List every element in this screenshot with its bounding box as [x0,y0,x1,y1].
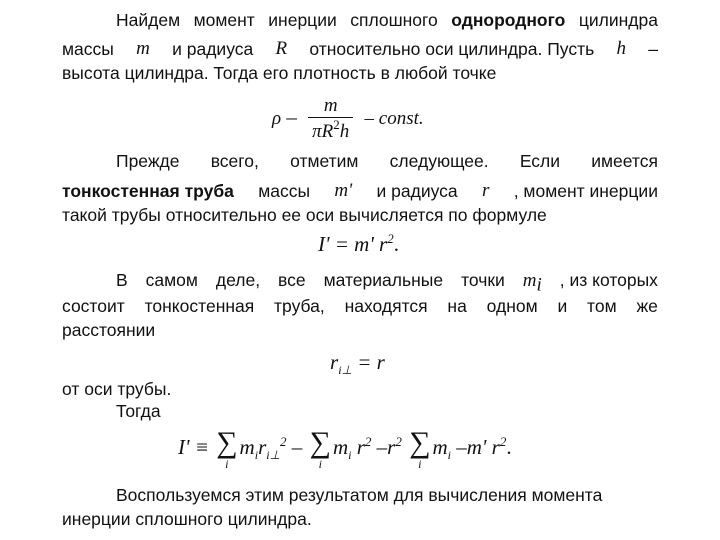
paragraph5-line1: Воспользуемся этим результатом для вычисления момента [116,485,603,505]
exponent: 2 [333,117,340,132]
const-text: – const. [364,107,424,129]
word: том [587,296,617,316]
text: и радиуса [172,39,254,59]
paragraph1-line1 [116,9,658,31]
rho-symbol: ρ [272,107,282,129]
word: все [278,270,306,290]
term2-m: m [332,434,349,459]
paragraph3-line1 [116,269,658,296]
math-R: R [275,38,288,59]
subscript: i [536,274,542,296]
period: . [506,434,512,459]
sum-symbol-3: ∑ i [409,426,431,471]
text: массы [258,181,311,201]
den-R: R [321,121,334,142]
paragraph3-line3: расстоянии [62,320,156,340]
subscript: i⊥ [266,448,281,462]
word: точки [461,270,505,290]
minus: – [291,434,303,459]
exponent: 2 [395,433,402,449]
sum-index: i [225,457,229,471]
math-m-prime: m' [334,180,353,201]
text: , из которых [559,270,658,290]
equals-dash: – [286,104,297,129]
word: на [447,296,467,316]
word: труба, [274,296,325,316]
bold-term: тонкостенная труба [62,181,234,201]
formula-pipe [318,232,399,257]
word: тонкостенная [144,296,255,316]
word: и [557,296,568,316]
word: Прежде [116,151,180,171]
math-m: m [522,270,537,291]
word: Если [519,151,561,171]
term2-r: r [351,434,365,459]
pi-symbol: π [312,121,322,142]
paragraph2-line1 [116,150,658,172]
formula-body: I' = m' r [318,232,388,256]
fraction [308,95,353,143]
word: материальные [323,270,444,290]
equals-r: = r [351,350,385,374]
word: находятся [344,296,428,316]
word: отметим [290,151,359,171]
exponent: 2 [499,433,507,449]
math-h: h [616,38,626,59]
subscript: i [348,448,352,462]
minus-r: –r [376,434,396,459]
word: следующее. [389,151,489,171]
word: же [636,296,658,316]
formula-sum [178,428,512,470]
tail: –m' r [456,434,500,459]
den-h: h [339,121,350,142]
sum-index: i [418,457,422,471]
word: Найдем [116,10,181,30]
word: всего, [210,151,259,171]
word: состоит [62,296,125,316]
sum-symbol-2: ∑ i [309,426,331,471]
paragraph4-line1: от оси трубы. [62,379,172,399]
exponent: 2 [280,433,287,449]
bold-word: однородного [451,10,566,30]
term1-m: m [239,434,255,459]
word: цилиндра [578,10,658,30]
subscript: i⊥ [338,363,352,378]
paragraph2-line3: такой трубы относительно ее оси вычисляется по формуле [62,205,547,225]
period: . [393,232,399,256]
subscript: i [447,448,451,462]
paragraph1-line3: высота цилиндра. Тогда его плотность в любой точке [62,63,497,83]
paragraph5-line2: инерции сплошного цилиндра. [62,509,312,529]
denominator [308,117,353,143]
paragraph1-line2 [62,38,658,60]
paragraph3-line2 [62,295,658,317]
r-symbol: r [330,350,339,374]
word: В [116,270,128,290]
word: самом [145,270,198,290]
word: имеется [591,151,658,171]
text: относительно оси цилиндра. Пусть [309,39,595,59]
dash: – [648,39,658,59]
math-r: r [481,180,490,201]
text: и радиуса [376,181,458,201]
exponent: 2 [387,231,394,246]
word: сплошного [350,10,438,30]
paragraph4-line2: Тогда [116,401,161,421]
word: инерции [268,10,337,30]
paragraph2-line2 [62,180,658,202]
math-m: m [136,38,150,59]
numerator: m [323,95,338,116]
math-mi [522,269,542,296]
exponent: 2 [364,433,372,449]
sum-symbol-1: ∑ i [216,426,238,471]
formula-density [272,95,424,143]
word: одном [486,296,538,316]
word: деле, [215,270,261,290]
text: , момент инерции [513,181,658,201]
term1-r: r [258,434,267,459]
term3-m: m [432,434,448,459]
lhs: I' ≡ [178,434,209,459]
word: момент [193,10,255,30]
text: массы [62,39,114,59]
formula-radius [330,350,385,378]
sum-index: i [318,457,322,471]
subscript: i [254,448,259,462]
